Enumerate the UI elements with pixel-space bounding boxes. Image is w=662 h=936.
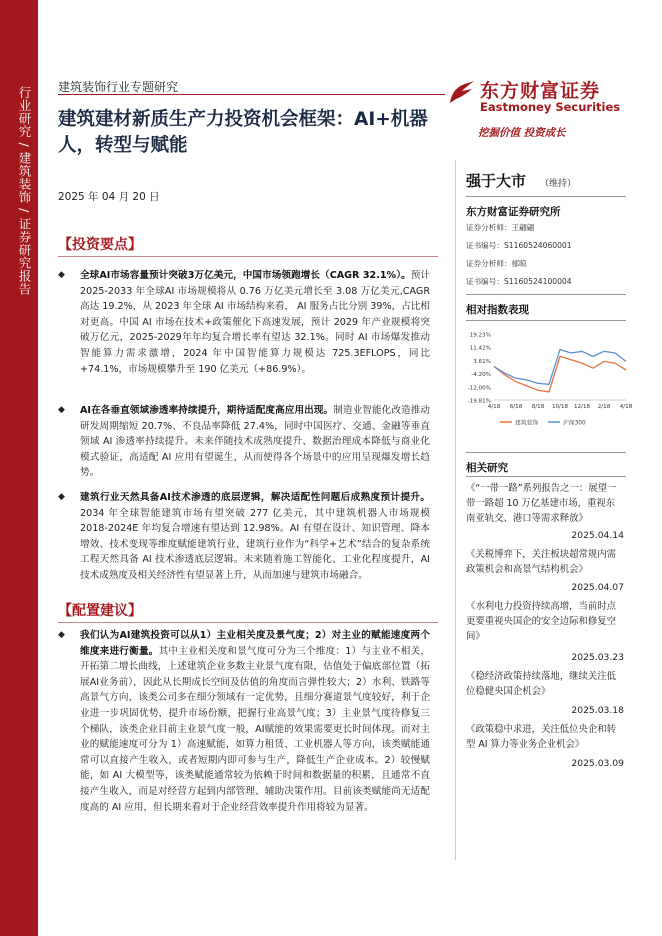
legend-label: 沪深300 xyxy=(563,420,586,427)
related-report-date: 2025.03.09 xyxy=(571,758,624,769)
bullet-point xyxy=(58,403,430,481)
institute-name: 东方财富证券研究所 xyxy=(466,206,561,218)
y-tick-label: 11.42% xyxy=(469,345,491,352)
bullet-bold: 全球AI市场容量预计突破3万亿美元，中国市场领跑增长（CAGR 32.1%）。 xyxy=(80,270,411,281)
y-tick-label: -12.00% xyxy=(467,385,491,392)
x-tick-label: 4/18 xyxy=(619,404,632,410)
bullet-text: 其中主业相关度和景气度可分为三个维度：1）与主业不相关，开拓第二增长曲线，上述建筑企业多数主业景气度有限，估值处于偏底部位置（拓展AI业务前），因此从长期成长空间及估值的角度而言弹性较大；2）水利、铁路等高景气方向，该类公司多在细分领域有一定优势，且细分赛道景气度较好，利于企业进一步巩固优势，提升市场份额，把握行业高景气度；3）主业景气度待修复三个梯队，该类企业目前主业景气度一般，AI赋能的效果需要更长时间体现。而对主业的赋能速度可分为 1）高速赋能，如算力租赁、工业机器人等方向，该类赋能通常可以直接产生收入，或者短期内即可参与生产，降低生产企业成本。2）较慢赋能，如 AI 大模型等，该类赋能通常较为依赖于时间和数据量的积累，且通常不直接产生收入，而是对经营方起到内部管理、辅助决策作用。目前该类赋能尚无适配度高的 AI 应用，但长期来看对于企业经营效率提升作用将较为显著。 xyxy=(80,645,430,813)
series-line-benchmark xyxy=(494,350,626,385)
bullet-point xyxy=(58,628,430,815)
diamond-bullet-icon: ◆ xyxy=(58,630,65,640)
x-tick-label: 8/18 xyxy=(531,404,545,410)
related-rule xyxy=(466,476,626,477)
key-points-heading: 【投资要点】 xyxy=(58,237,142,253)
bullet-text: 2034 年全球智能建筑市场有望突破 277 亿美元，其中建筑机器人市场规模 2018-2024E 年均复合增速有望达到 12.98%。AI 有望在设计、知识管理、降本增效、技术变现等维度赋能建筑行业，建筑行业作为“科学+艺术”结合的复杂系统工程天然具备 AI 技术渗透底层逻辑。未来随着施工智能化、工业化程度提升，AI 技术成熟度及相关经济性有望显著上升，从而加速与建筑市场融合。 xyxy=(80,507,430,581)
y-tick-label: -19.81% xyxy=(467,398,491,405)
rating-value: 强于大市 xyxy=(466,172,527,190)
related-report-date: 2025.03.23 xyxy=(571,652,624,663)
y-tick-label: -4.20% xyxy=(471,372,491,379)
chart-title-rule xyxy=(466,320,626,321)
rating-rule xyxy=(466,196,626,197)
x-tick-label: 12/18 xyxy=(573,404,591,410)
related-report-title[interactable]: 《关税博弈下，关注板块超常规内需政策机会和高景气结构机会》 xyxy=(466,549,617,575)
related-report-title[interactable]: 《水利电力投资持续高增，当前时点更要重视央国企的安全边际和修复空间》 xyxy=(466,601,617,642)
related-report-date: 2025.04.14 xyxy=(571,530,624,541)
logo-slogan: 挖掘价值 投资成长 xyxy=(478,127,566,139)
chart-bottom-rule xyxy=(466,452,626,453)
header-rule xyxy=(58,94,445,95)
related-report-title[interactable]: 《稳经济政策持续落地，继续关注低位稳健央国企机会》 xyxy=(466,671,617,697)
bullet-text: 制造业智能化改造推动研发周期缩短 20.7%、不良品率降低 27.4%，同时中国医疗、交通、金融等垂直领域 AI 渗透率持续提升。未来伴随技术成熟度提升、数据治理成本降低与商业化模式验证，高适配 AI 应用有望诞生，从而使得各个场景中的应用呈现爆发增长趋势。 xyxy=(80,405,430,479)
allocation-heading: 【配置建议】 xyxy=(58,603,142,619)
analyst-cert: 证书编号：S1160524100004 xyxy=(466,277,572,286)
report-type-sidebar xyxy=(0,0,38,936)
bullet-bold: 建筑行业天然具备AI技术渗透的底层逻辑，解决适配性问题后成熟度预计提升。 xyxy=(80,492,430,503)
x-tick-label: 6/18 xyxy=(509,404,523,410)
x-tick-label: 10/18 xyxy=(551,404,569,410)
analyst-rule xyxy=(466,294,626,295)
y-tick-label: 3.61% xyxy=(473,358,491,365)
bullet-point xyxy=(58,268,430,377)
column-divider xyxy=(455,160,456,860)
report-date: 2025 年 04 月 20 日 xyxy=(58,191,160,203)
bullet-text: 预计 2025-2033 年全球AI 市场规模将从 0.76 万亿美元增长至 3.08 万亿美元,CAGR 高达 19.2%，从 2023 年全球 AI 市场结构来看， AI 服务占比分别 39%，占比相对更高。中国 AI 市场在技术+政策催化下高速发展，预计 2029 年产业规模将突破万亿元，2025-2029年年均复合增长率有望达 32.1%。同时 AI 市场爆发推动智能算力需求激增，2024 年中国智能算力规模达 725.3EFLOPS，同比+74.1%，市场规模攀升至 190 亿美元（+86.9%）。 xyxy=(80,270,430,375)
y-tick-label: 19.23% xyxy=(469,332,491,339)
related-report-date: 2025.03.18 xyxy=(571,705,624,716)
analyst-name: 证券分析师：郁晾 xyxy=(466,259,527,268)
allocation-rule xyxy=(58,622,438,623)
diamond-bullet-icon: ◆ xyxy=(58,492,65,502)
report-category: 建筑装饰行业专题研究 xyxy=(58,80,179,94)
key-points-rule xyxy=(58,256,438,257)
series-line-sector xyxy=(494,356,626,392)
x-tick-label: 4/18 xyxy=(487,404,501,410)
related-report-title[interactable]: 《“一带一路”系列报告之一：展望一带一路超 10 万亿基建市场，重视东南亚轨交、港口等需求释放》 xyxy=(466,483,617,524)
bullet-bold: AI在各垂直领域渗透率持续提升，期待适配度高应用出现。 xyxy=(80,405,334,416)
report-title: 建筑建材新质生产力投资机会框架：AI+机器人，转型与赋能 xyxy=(58,109,428,156)
bullet-point xyxy=(58,490,430,584)
legend-label: 建筑装饰 xyxy=(515,420,539,427)
bullet-bold: 我们认为AI建筑投资可以从1）主业相关度及景气度；2）对主业的赋能速度两个维度来进行衡量。 xyxy=(80,630,430,657)
related-research-title: 相关研究 xyxy=(466,462,508,474)
logo-mark-icon xyxy=(446,77,478,109)
sidebar-label: 行业研究 / 建筑装饰 / 证券研究报告 xyxy=(17,86,32,296)
rating-note: （维持） xyxy=(540,179,577,189)
diamond-bullet-icon: ◆ xyxy=(58,270,65,280)
x-tick-label: 2/18 xyxy=(597,404,611,410)
relative-index-chart xyxy=(460,328,632,440)
logo-name-en: Eastmoney Securities xyxy=(480,100,621,114)
analyst-name: 证券分析师：王翩翩 xyxy=(466,223,535,232)
analyst-cert: 证书编号：S1160524060001 xyxy=(466,241,572,250)
chart-title: 相对指数表现 xyxy=(466,304,529,316)
logo-name-cn: 东方财富证券 xyxy=(480,80,601,102)
related-report-title[interactable]: 《政策稳中求进，关注低位央企和转型 AI 算力等业务企业机会》 xyxy=(466,724,617,750)
diamond-bullet-icon: ◆ xyxy=(58,405,65,415)
company-logo xyxy=(446,73,621,133)
related-report-date: 2025.04.07 xyxy=(571,582,624,593)
